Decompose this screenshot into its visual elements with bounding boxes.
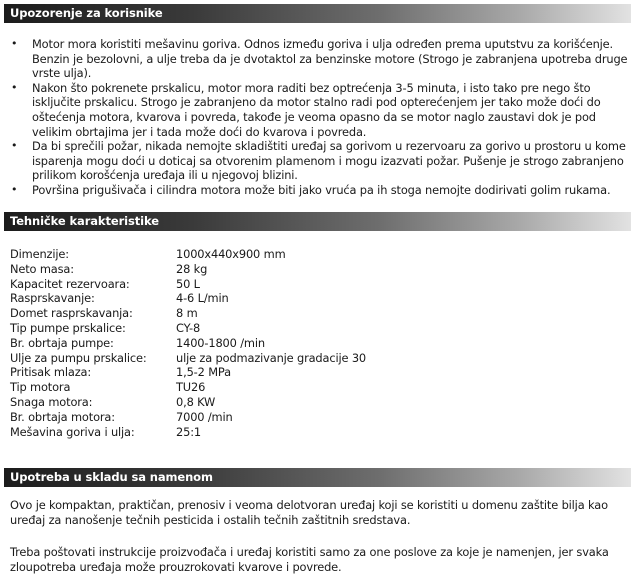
spec-value: 7000 /min	[176, 409, 233, 424]
spec-label: Tip motora	[10, 380, 71, 395]
spec-value: 0,8 KW	[176, 394, 216, 409]
spec-label: Kapacitet rezervoara:	[10, 276, 130, 291]
spec-value: TU26	[176, 380, 206, 395]
section-header-warnings: Upozorenje za korisnike	[4, 4, 631, 23]
spec-label: Ulje za pumpu prskalice:	[10, 350, 147, 365]
spec-value: 1000x440x900 mm	[176, 247, 286, 261]
spec-label: Rasprskavanje:	[10, 291, 95, 306]
spec-value: 25:1	[176, 424, 201, 439]
spec-value: 8 m	[176, 306, 198, 321]
spec-row	[10, 380, 630, 395]
spec-value: ulje za podmazivanje gradacije 30	[176, 350, 367, 365]
specs-table	[10, 247, 630, 439]
warning-item	[0, 37, 638, 81]
warning-item	[0, 139, 638, 183]
spec-label: Dimenzije:	[10, 247, 69, 261]
spec-row	[10, 410, 630, 425]
warning-text: Površina prigušivača i cilindra motora može biti jako vruća pa ih stoga nemojte dodirivati golim rukama.	[32, 182, 611, 197]
spec-row	[10, 262, 630, 277]
spec-row	[10, 351, 630, 366]
intended-use-paragraph: Ovo je kompaktan, praktičan, prenosiv i veoma delotvoran uređaj koji se koristiti u domenu zaštite bilja kao uređaj za nanošenje tečnih pesticida i ostalih tečnih zaštitnih sredstava.	[10, 498, 608, 527]
spec-label: Neto masa:	[10, 261, 74, 276]
spec-row	[10, 291, 630, 306]
spec-row	[10, 395, 630, 410]
spec-row	[10, 425, 630, 440]
spec-label: Br. obrtaja pumpe:	[10, 335, 114, 350]
spec-row	[10, 277, 630, 292]
warning-item	[0, 183, 638, 198]
spec-label: Mešavina goriva i ulja:	[10, 424, 135, 439]
section-header-intended-use: Upotreba u skladu sa namenom	[4, 468, 631, 487]
warning-text: Da bi sprečili požar, nikada nemojte skladištiti uređaj sa gorivom u rezervoaru za gorivo u prostoru u kome isparenja mogu doći u doticaj sa otvorenim plamenom i mogu izazvati požar. Pušenje je strogo zabranjeno prilikom korošćenja uređaja ili u njegovoj blizini.	[32, 139, 626, 183]
spec-row	[10, 336, 630, 351]
spec-label: Snaga motora:	[10, 394, 93, 409]
spec-value: 50 L	[176, 276, 200, 291]
section-header-specs: Tehničke karakteristike	[4, 212, 631, 231]
spec-label: Br. obrtaja motora:	[10, 409, 115, 424]
spec-value: CY-8	[176, 320, 201, 335]
spec-label: Tip pumpe prskalice:	[10, 320, 126, 335]
spec-value: 1400-1800 /min	[176, 335, 265, 350]
spec-row	[10, 365, 630, 380]
bullet-icon: •	[11, 80, 18, 94]
spec-row	[10, 321, 630, 336]
warning-item	[0, 81, 638, 139]
spec-row	[10, 306, 630, 321]
bullet-icon: •	[11, 139, 18, 153]
warning-text: Motor mora koristiti mešavinu goriva. Odnos između goriva i ulja određen prema uputstvu za korišćenje. Benzin je bezolovni, a ulje treba da je dvotaktol za benzinske motore (Strogo je zabranjena upotreba druge vrste ulja).	[32, 37, 628, 81]
warning-text: Nakon što pokrenete prskalicu, motor mora raditi bez optrećenja 3-5 minuta, i isto tako pre nego što isključite prskalicu. Strogo je zabranjeno da motor stalno radi pod opterećenjem jer tako može doći do oštećenja motora, kvarova i povreda, takođe je veoma opasno da se motor naglo zaustavi dok je pod velikim obrtajima jer i tada može doći do kvarova i povreda.	[32, 80, 601, 139]
intended-use-paragraph: Treba poštovati instrukcije proizvođača i uređaj koristiti samo za one poslove za koje je namenjen, jer svaka zloupotreba uređaja može prouzrokovati kvarove i povrede.	[10, 545, 609, 574]
warnings-list	[0, 37, 638, 198]
spec-value: 1,5-2 MPa	[176, 365, 231, 380]
bullet-icon: •	[11, 37, 18, 50]
spec-label: Pritisak mlaza:	[10, 365, 92, 380]
spec-value: 28 kg	[176, 261, 208, 276]
spec-row	[10, 247, 630, 262]
bullet-icon: •	[11, 182, 18, 196]
spec-value: 4-6 L/min	[176, 291, 229, 306]
spec-label: Domet rasprskavanja:	[10, 306, 133, 321]
